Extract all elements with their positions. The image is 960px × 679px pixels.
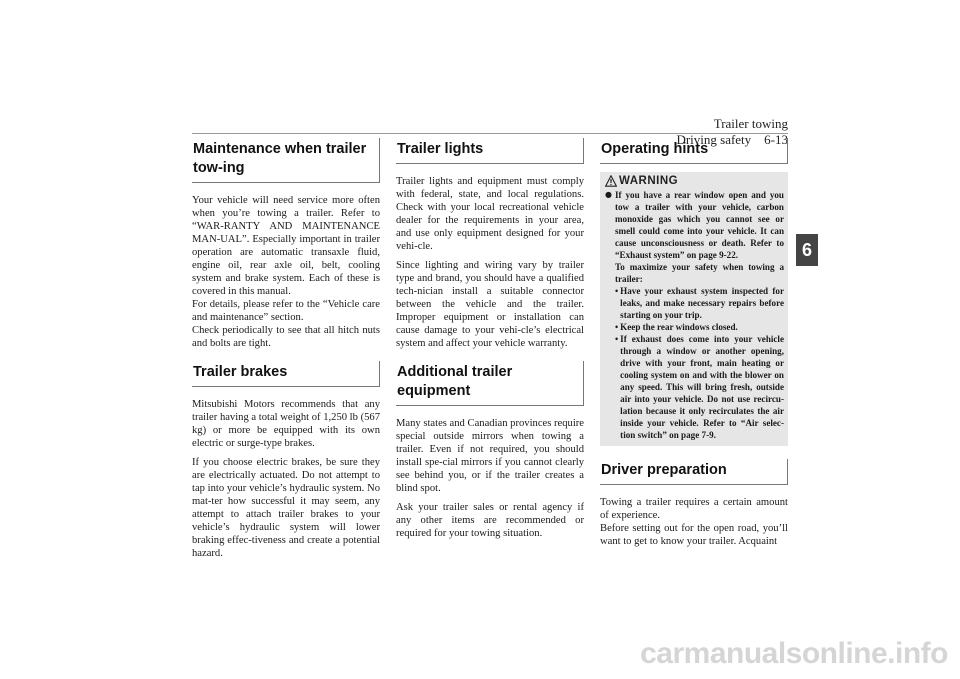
- lights-paragraph-1: Trailer lights and equipment must comply with federal, state, and local regulations. Check with your local recreational vehicle dealer for the requirements in your area, and use only equipment designed for your vehi-cle.: [396, 176, 584, 252]
- warning-body: [605, 189, 784, 441]
- lights-paragraph-2: Since lighting and wiring vary by trailer type and brand, you should have a qualified tech-nician install a suitable connector between the vehicle and the trailer. Improper equipment or installation can cause damage to your vehi-cle’s electrical system and affect your vehicle warranty.: [396, 260, 584, 349]
- heading-operating-hints: Operating hints: [600, 138, 788, 164]
- driver-body: [600, 496, 788, 548]
- warning-title: [605, 175, 784, 187]
- list-bullet: •: [614, 334, 619, 344]
- warning-box: [600, 172, 788, 446]
- column-right: [600, 138, 788, 548]
- warning-list-item: • Have your exhaust system inspected for leaks, and make necessary repairs before starting on your trip.: [614, 286, 784, 320]
- running-header-title: Trailer towing: [713, 116, 788, 131]
- list-bullet: •: [614, 322, 619, 332]
- heading-trailer-brakes: Trailer brakes: [192, 361, 380, 387]
- brakes-body: [192, 398, 380, 560]
- brakes-paragraph-2: If you choose electric brakes, be sure they are electrically actuated. Do not attempt to tap into your vehicle’s hydraulic system. No mat-ter how successful it may seem, any attempt to attach trailer brakes to your vehicle’s hydraulic system will lower braking effec-tiveness and create a potential hazard.: [192, 457, 380, 559]
- running-header-page: Driving safety 6-13: [676, 132, 788, 147]
- list-bullet: •: [614, 286, 619, 296]
- maintenance-paragraph-2: For details, please refer to the “Vehicle care and maintenance” section.: [192, 299, 380, 323]
- maintenance-paragraph-1: Your vehicle will need service more often when you’re towing a trailer. Refer to “WAR-RANTY AND MAINTENANCE MAN-UAL”. Especially important in trailer operation are automatic transaxle fluid, engine oil, rear axle oil, belt, cooling system and brake system. Each of these is covered in this manual.: [192, 195, 380, 297]
- maintenance-body: [192, 194, 380, 350]
- heading-trailer-lights: Trailer lights: [396, 138, 584, 164]
- chapter-tab: 6: [796, 234, 818, 266]
- column-left: [192, 138, 380, 560]
- equipment-paragraph-1: Many states and Canadian provinces require special outside mirrors when towing a trailer. Even if not required, you should install spe-cial mirrors if you cannot clearly see behind you, or if the trailer creates a blind spot.: [396, 418, 584, 494]
- heading-additional-equipment: Additional trailer equipment: [396, 361, 584, 406]
- heading-driver-preparation: Driver preparation: [600, 459, 788, 485]
- lights-body: [396, 175, 584, 350]
- driver-paragraph-2: Before setting out for the open road, you’ll want to get to know your trailer. Acquaint: [600, 523, 788, 547]
- warning-list-item: • If exhaust does come into your vehicle through a window or another opening, drive with your front, main heating or cooling system on and with the blower on any speed. This will bring fresh, outside air into your vehicle. Do not use recircu-lation because it only recirculates the air inside your vehicle. Refer to “Air selec-tion switch” on page 7-9.: [614, 334, 784, 440]
- warning-lead-text-2: To maximize your safety when towing a trailer:: [614, 262, 784, 284]
- driver-paragraph-1: Towing a trailer requires a certain amount of experience.: [600, 497, 788, 521]
- warning-label: WARNING: [619, 175, 679, 187]
- heading-maintenance: Maintenance when trailer tow-ing: [192, 138, 380, 183]
- watermark-text: carmanualsonline.info: [640, 637, 948, 670]
- column-middle: [396, 138, 584, 540]
- equipment-paragraph-2: Ask your trailer sales or rental agency if any other items are recommended or required for your towing situation.: [396, 502, 584, 539]
- warning-list-item: • Keep the rear windows closed.: [614, 322, 738, 332]
- equipment-body: [396, 417, 584, 540]
- warning-lead-text: If you have a rear window open and you tow a trailer with your vehicle, carbon monoxide gas which you cannot see or smell could come into your vehicle. It can cause unconsciousness or death. Refer to “Exhaust system” on page 9-22.: [614, 190, 784, 260]
- warning-lead: [605, 189, 784, 441]
- brakes-paragraph-1: Mitsubishi Motors recommends that any trailer having a total weight of 1,250 lb (567 kg) or more be equipped with its own electric or surge-type brakes.: [192, 399, 380, 449]
- warning-triangle-icon: [605, 175, 617, 187]
- maintenance-paragraph-3: Check periodically to see that all hitch nuts and bolts are tight.: [192, 325, 380, 349]
- filled-circle-bullet-icon: ●: [605, 190, 612, 199]
